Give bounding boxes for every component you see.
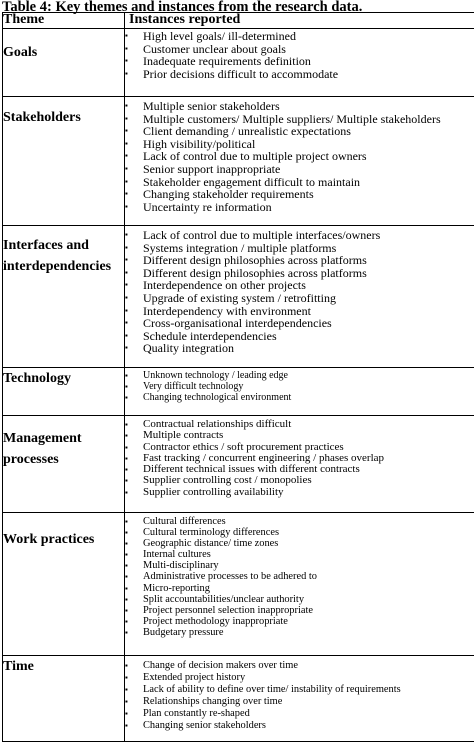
bullet-icon: ▪ — [125, 476, 128, 486]
bullet-icon: ▪ — [125, 242, 128, 252]
instances-goals — [125, 29, 474, 97]
list-item: ▪ Very difficult technology — [125, 381, 244, 392]
row-interfaces — [3, 226, 474, 368]
list-item: ▪ High level goals/ ill-determined — [125, 29, 296, 43]
theme-stakeholders: Stakeholders — [3, 97, 125, 226]
list-item: ▪ Changing stakeholder requirements — [125, 187, 314, 202]
themes-table — [2, 12, 474, 742]
theme-interfaces — [3, 226, 125, 368]
bullet-icon: ▪ — [125, 230, 128, 239]
bullet-icon: ▪ — [125, 68, 128, 78]
list-item: ▪ Multi-disciplinary — [125, 560, 219, 572]
list-item: ▪ Cultural terminology differences — [125, 527, 280, 539]
bullet-icon: ▪ — [125, 661, 128, 670]
bullet-icon: ▪ — [125, 43, 128, 53]
bullet-icon: ▪ — [125, 517, 128, 526]
list-item: ▪ Cross-organisational interdependencies — [125, 316, 332, 331]
list-item: ▪ Project methodology inappropriate — [125, 615, 288, 627]
instances-work-practices — [125, 513, 474, 656]
list-item: ▪ Multiple customers/ Multiple suppliers/ Multiple stakeholders — [125, 111, 441, 126]
list-item: ▪ Schedule interdependencies — [125, 328, 277, 343]
list-item: ▪ Different design philosophies across platforms — [125, 253, 367, 268]
bullet-icon: ▪ — [125, 138, 128, 148]
instances-time — [125, 656, 474, 742]
list-item: ▪ Lack of ability to define over time/ instability of requirements — [125, 684, 401, 695]
bullet-icon: ▪ — [125, 163, 128, 173]
bullet-icon: ▪ — [125, 442, 128, 452]
bullet-icon: ▪ — [125, 330, 128, 340]
row-time — [3, 656, 474, 742]
theme-line: Management — [3, 431, 82, 446]
bullet-icon: ▪ — [125, 31, 128, 40]
list-item: ▪ Contractor ethics / soft procurement practices — [125, 440, 344, 453]
instances-technology — [125, 368, 474, 416]
list-item: ▪ Geographic distance/ time zones — [125, 538, 279, 550]
bullet-icon: ▪ — [125, 583, 128, 593]
bullet-icon: ▪ — [125, 572, 128, 582]
bullet-icon: ▪ — [125, 685, 128, 694]
row-technology — [3, 368, 474, 416]
list-item: ▪ Cultural differences — [125, 516, 226, 527]
row-goals — [3, 29, 474, 97]
bullet-list-time — [125, 656, 474, 732]
bullet-icon: ▪ — [125, 318, 128, 328]
list-item: ▪ Different design philosophies across platforms — [125, 265, 367, 280]
theme-line: processes — [3, 452, 59, 467]
bullet-icon: ▪ — [125, 56, 128, 66]
bullet-icon: ▪ — [125, 487, 128, 497]
list-item: ▪ Supplier controlling cost / monopolies — [125, 474, 312, 487]
list-item: ▪ Plan constantly re-shaped — [125, 708, 250, 719]
bullet-icon: ▪ — [125, 280, 128, 290]
list-item: ▪ High visibility/political — [125, 136, 256, 151]
bullet-icon: ▪ — [125, 420, 128, 429]
list-item: ▪ Interdependence on other projects — [125, 278, 306, 293]
list-item: ▪ Inadequate requirements definition — [125, 54, 311, 69]
list-item: ▪ Customer unclear about goals — [125, 41, 286, 56]
list-item: ▪ Client demanding / unrealistic expectations — [125, 124, 351, 139]
bullet-icon: ▪ — [125, 393, 128, 402]
bullet-icon: ▪ — [125, 561, 128, 571]
bullet-icon: ▪ — [125, 431, 128, 441]
bullet-list-goals — [125, 29, 474, 80]
list-item: ▪ Multiple contracts — [125, 429, 224, 442]
list-item: ▪ Multiple senior stakeholders — [125, 99, 280, 113]
list-item: ▪ Administrative processes to be adhered to — [125, 571, 317, 583]
bullet-icon: ▪ — [125, 539, 128, 549]
bullet-icon: ▪ — [125, 255, 128, 265]
bullet-icon: ▪ — [125, 697, 128, 706]
row-work-practices — [3, 513, 474, 656]
list-item: ▪ Senior support inappropriate — [125, 161, 281, 176]
bullet-list-work-practices — [125, 513, 474, 638]
bullet-icon: ▪ — [125, 201, 128, 211]
table-caption: Table 4: Key themes and instances from the research data. — [2, 0, 363, 15]
instances-stakeholders — [125, 97, 474, 226]
list-item: ▪ Changing technological environment — [125, 392, 292, 403]
bullet-icon: ▪ — [125, 343, 128, 353]
list-item: ▪ Quality integration — [125, 341, 234, 356]
list-item: ▪ Upgrade of existing system / retrofitting — [125, 290, 336, 305]
list-item: ▪ Project personnel selection inappropriate — [125, 604, 313, 616]
bullet-icon: ▪ — [125, 292, 128, 302]
row-management — [3, 416, 474, 513]
instances-management — [125, 416, 474, 513]
bullet-icon: ▪ — [125, 550, 128, 560]
theme-goals: Goals — [3, 29, 125, 97]
bullet-list-stakeholders — [125, 97, 474, 213]
bullet-icon: ▪ — [125, 594, 128, 604]
instances-interfaces — [125, 226, 474, 368]
bullet-list-management — [125, 416, 474, 498]
list-item: ▪ Changing senior stakeholders — [125, 720, 266, 731]
header-instances: Instances reported — [125, 13, 474, 29]
bullet-icon: ▪ — [125, 267, 128, 277]
bullet-icon: ▪ — [125, 176, 128, 186]
list-item: ▪ Split accountabilities/unclear authority — [125, 593, 305, 605]
bullet-icon: ▪ — [125, 113, 128, 123]
list-item: ▪ Contractual relationships difficult — [125, 418, 292, 430]
theme-line: interdependencies — [3, 259, 112, 274]
bullet-icon: ▪ — [125, 528, 128, 538]
bullet-icon: ▪ — [125, 126, 128, 136]
list-item: ▪ Unknown technology / leading edge — [125, 370, 288, 381]
theme-work-practices: Work practices — [3, 513, 125, 656]
header-row — [3, 13, 474, 29]
bullet-icon: ▪ — [125, 721, 128, 730]
theme-line: Interfaces and — [3, 238, 89, 253]
list-item: ▪ Relationships changing over time — [125, 696, 283, 707]
bullet-icon: ▪ — [125, 627, 128, 637]
theme-management — [3, 416, 125, 513]
theme-time: Time — [3, 656, 125, 742]
bullet-icon: ▪ — [125, 371, 128, 380]
bullet-list-interfaces — [125, 226, 474, 355]
list-item: ▪ Lack of control due to multiple project owners — [125, 149, 367, 164]
list-item: ▪ Different technical issues with different contracts — [125, 463, 360, 476]
bullet-icon: ▪ — [125, 101, 128, 110]
list-item: ▪ Supplier controlling availability — [125, 485, 284, 498]
bullet-icon: ▪ — [125, 465, 128, 475]
list-item: ▪ Micro-reporting — [125, 582, 210, 594]
bullet-icon: ▪ — [125, 605, 128, 615]
bullet-icon: ▪ — [125, 305, 128, 315]
list-item: ▪ Interdependency with environment — [125, 303, 311, 318]
bullet-list-technology — [125, 368, 474, 403]
list-item: ▪ Change of decision makers over time — [125, 660, 298, 671]
row-stakeholders — [3, 97, 474, 226]
bullet-icon: ▪ — [125, 151, 128, 161]
list-item: ▪ Uncertainty re information — [125, 199, 272, 214]
theme-technology: Technology — [3, 368, 125, 416]
bullet-icon: ▪ — [125, 382, 128, 391]
list-item: ▪ Fast tracking / concurrent engineering / phases overlap — [125, 451, 385, 464]
list-item: ▪ Prior decisions difficult to accommodate — [125, 66, 339, 81]
bullet-icon: ▪ — [125, 453, 128, 463]
bullet-icon: ▪ — [125, 673, 128, 682]
bullet-icon: ▪ — [125, 189, 128, 199]
list-item: ▪ Stakeholder engagement difficult to maintain — [125, 174, 361, 189]
list-item: ▪ Systems integration / multiple platforms — [125, 240, 337, 255]
list-item: ▪ Internal cultures — [125, 549, 211, 561]
list-item: ▪ Extended project history — [125, 672, 246, 683]
bullet-icon: ▪ — [125, 709, 128, 718]
list-item: ▪ Lack of control due to multiple interfaces/owners — [125, 228, 381, 242]
list-item: ▪ Budgetary pressure — [125, 626, 224, 638]
header-theme: Theme — [3, 13, 125, 29]
bullet-icon: ▪ — [125, 616, 128, 626]
